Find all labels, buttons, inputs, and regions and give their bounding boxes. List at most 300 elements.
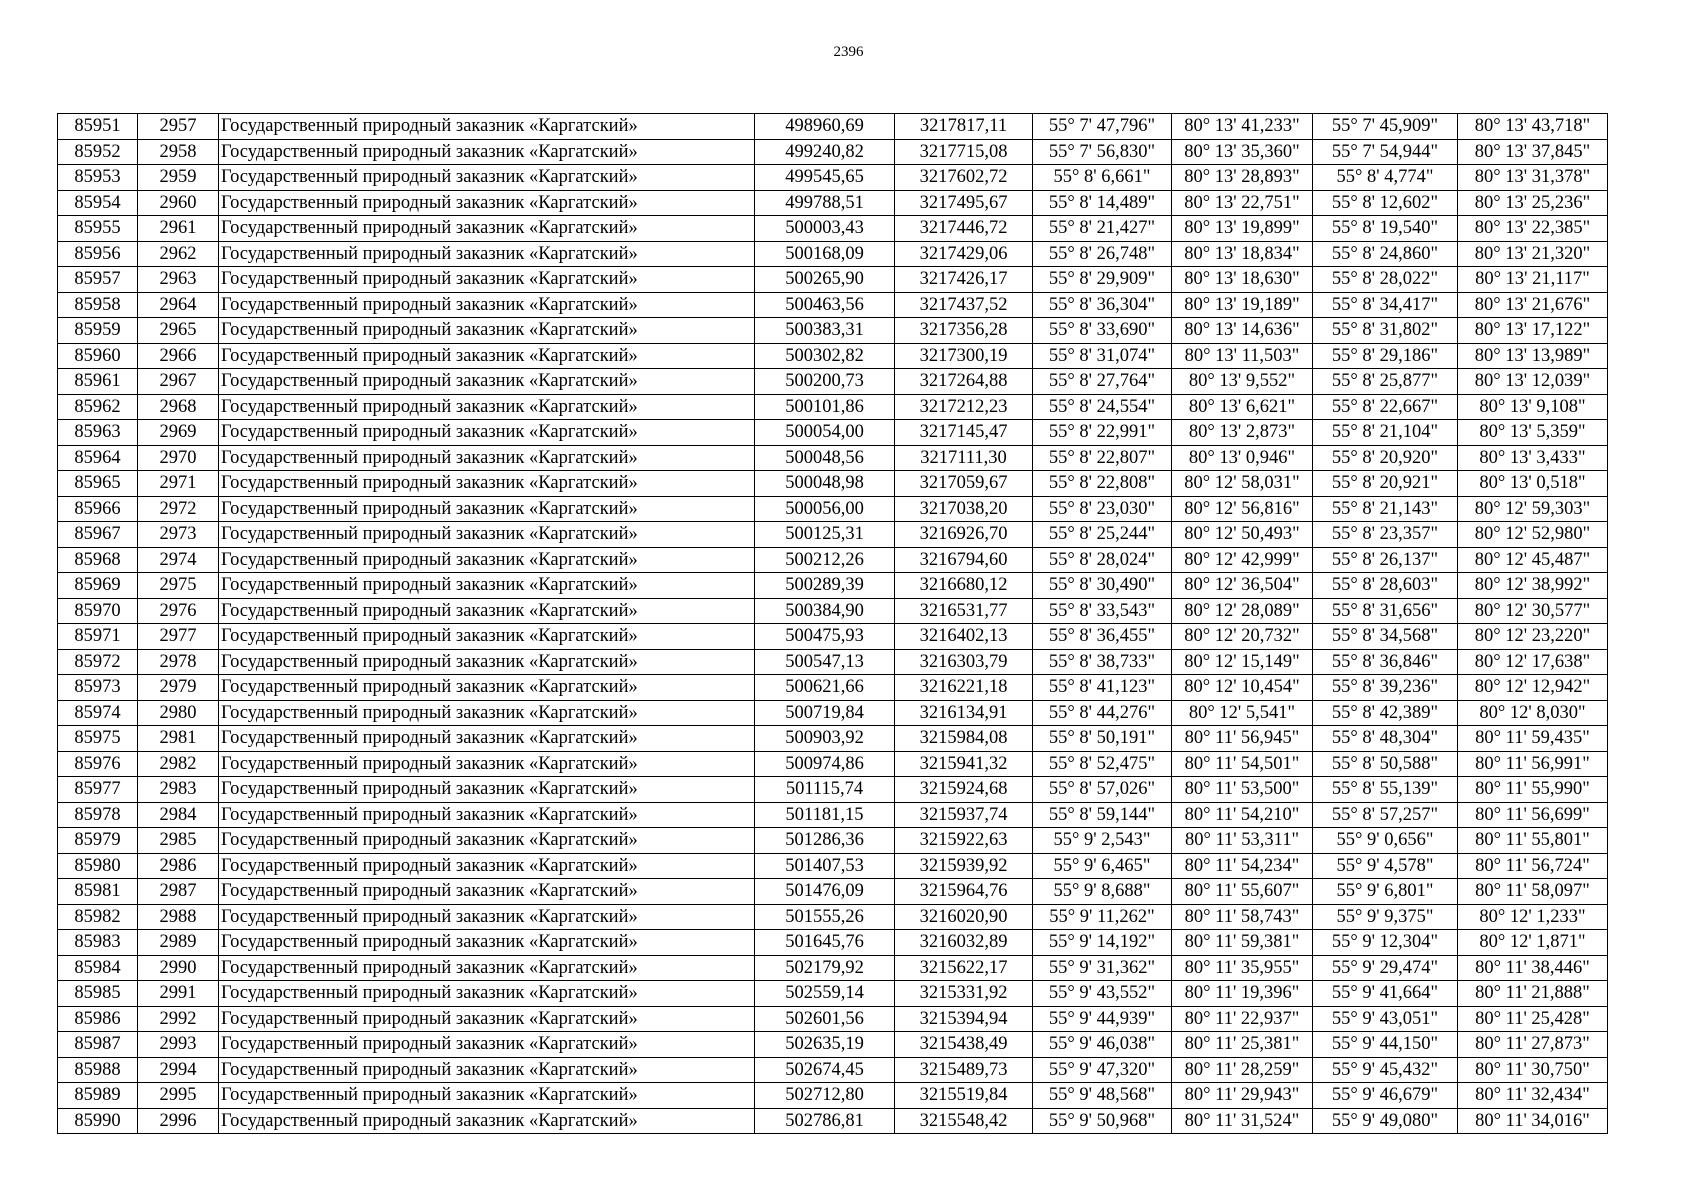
longitude-2-cell: 80° 12' 30,577" (1458, 598, 1608, 624)
territory-name-cell: Государственный природный заказник «Каргатский» (219, 1032, 755, 1058)
latitude-2-cell: 55° 8' 19,540" (1313, 216, 1458, 242)
table-row (58, 522, 1608, 548)
latitude-1-cell: 55° 8' 31,074" (1033, 343, 1172, 369)
point-number-cell: 2980 (138, 700, 219, 726)
table-row (58, 1108, 1608, 1134)
row-id-cell: 85960 (58, 343, 138, 369)
row-id-cell: 85952 (58, 139, 138, 165)
longitude-2-cell: 80° 12' 1,233" (1458, 904, 1608, 930)
point-number-cell: 2973 (138, 522, 219, 548)
longitude-1-cell: 80° 11' 53,311" (1172, 828, 1313, 854)
coord-y-cell: 3217437,52 (895, 292, 1033, 318)
longitude-1-cell: 80° 11' 58,743" (1172, 904, 1313, 930)
longitude-1-cell: 80° 12' 10,454" (1172, 675, 1313, 701)
longitude-1-cell: 80° 12' 20,732" (1172, 624, 1313, 650)
longitude-2-cell: 80° 13' 3,433" (1458, 445, 1608, 471)
coord-y-cell: 3216680,12 (895, 573, 1033, 599)
latitude-1-cell: 55° 8' 57,026" (1033, 777, 1172, 803)
longitude-1-cell: 80° 11' 25,381" (1172, 1032, 1313, 1058)
longitude-2-cell: 80° 11' 34,016" (1458, 1108, 1608, 1134)
coord-y-cell: 3216926,70 (895, 522, 1033, 548)
point-number-cell: 2976 (138, 598, 219, 624)
longitude-1-cell: 80° 11' 59,381" (1172, 930, 1313, 956)
coord-x-cell: 500289,39 (755, 573, 895, 599)
longitude-1-cell: 80° 11' 56,945" (1172, 726, 1313, 752)
territory-name-cell: Государственный природный заказник «Каргатский» (219, 828, 755, 854)
coord-y-cell: 3216134,91 (895, 700, 1033, 726)
row-id-cell: 85981 (58, 879, 138, 905)
table-row (58, 828, 1608, 854)
coord-y-cell: 3215922,63 (895, 828, 1033, 854)
territory-name-cell: Государственный природный заказник «Каргатский» (219, 955, 755, 981)
point-number-cell: 2974 (138, 547, 219, 573)
coord-x-cell: 500200,73 (755, 369, 895, 395)
coord-y-cell: 3216221,18 (895, 675, 1033, 701)
row-id-cell: 85986 (58, 1006, 138, 1032)
longitude-2-cell: 80° 13' 5,359" (1458, 420, 1608, 446)
coord-x-cell: 502786,81 (755, 1108, 895, 1134)
longitude-2-cell: 80° 12' 52,980" (1458, 522, 1608, 548)
row-id-cell: 85985 (58, 981, 138, 1007)
longitude-1-cell: 80° 11' 55,607" (1172, 879, 1313, 905)
point-number-cell: 2991 (138, 981, 219, 1007)
row-id-cell: 85987 (58, 1032, 138, 1058)
point-number-cell: 2996 (138, 1108, 219, 1134)
longitude-1-cell: 80° 13' 6,621" (1172, 394, 1313, 420)
coord-x-cell: 500265,90 (755, 267, 895, 293)
territory-name-cell: Государственный природный заказник «Каргатский» (219, 649, 755, 675)
territory-name-cell: Государственный природный заказник «Каргатский» (219, 241, 755, 267)
longitude-1-cell: 80° 11' 29,943" (1172, 1083, 1313, 1109)
territory-name-cell: Государственный природный заказник «Каргатский» (219, 573, 755, 599)
territory-name-cell: Государственный природный заказник «Каргатский» (219, 114, 755, 140)
territory-name-cell: Государственный природный заказник «Каргатский» (219, 267, 755, 293)
territory-name-cell: Государственный природный заказник «Каргатский» (219, 420, 755, 446)
latitude-2-cell: 55° 8' 24,860" (1313, 241, 1458, 267)
latitude-1-cell: 55° 9' 14,192" (1033, 930, 1172, 956)
point-number-cell: 2986 (138, 853, 219, 879)
longitude-1-cell: 80° 13' 18,630" (1172, 267, 1313, 293)
latitude-2-cell: 55° 9' 41,664" (1313, 981, 1458, 1007)
territory-name-cell: Государственный природный заказник «Каргатский» (219, 139, 755, 165)
row-id-cell: 85978 (58, 802, 138, 828)
longitude-1-cell: 80° 13' 19,899" (1172, 216, 1313, 242)
coord-x-cell: 500212,26 (755, 547, 895, 573)
point-number-cell: 2971 (138, 471, 219, 497)
row-id-cell: 85971 (58, 624, 138, 650)
point-number-cell: 2962 (138, 241, 219, 267)
point-number-cell: 2978 (138, 649, 219, 675)
latitude-2-cell: 55° 8' 29,186" (1313, 343, 1458, 369)
coord-y-cell: 3217715,08 (895, 139, 1033, 165)
territory-name-cell: Государственный природный заказник «Каргатский» (219, 445, 755, 471)
longitude-2-cell: 80° 11' 56,991" (1458, 751, 1608, 777)
longitude-2-cell: 80° 13' 21,117" (1458, 267, 1608, 293)
latitude-2-cell: 55° 9' 44,150" (1313, 1032, 1458, 1058)
coord-x-cell: 500719,84 (755, 700, 895, 726)
longitude-2-cell: 80° 11' 27,873" (1458, 1032, 1608, 1058)
latitude-1-cell: 55° 8' 21,427" (1033, 216, 1172, 242)
table-row (58, 1083, 1608, 1109)
longitude-2-cell: 80° 11' 56,699" (1458, 802, 1608, 828)
longitude-2-cell: 80° 13' 12,039" (1458, 369, 1608, 395)
point-number-cell: 2960 (138, 190, 219, 216)
longitude-2-cell: 80° 11' 58,097" (1458, 879, 1608, 905)
latitude-1-cell: 55° 7' 56,830" (1033, 139, 1172, 165)
table-row (58, 726, 1608, 752)
point-number-cell: 2967 (138, 369, 219, 395)
point-number-cell: 2995 (138, 1083, 219, 1109)
longitude-2-cell: 80° 12' 59,303" (1458, 496, 1608, 522)
point-number-cell: 2959 (138, 165, 219, 191)
table-row (58, 318, 1608, 344)
row-id-cell: 85954 (58, 190, 138, 216)
row-id-cell: 85984 (58, 955, 138, 981)
territory-name-cell: Государственный природный заказник «Каргатский» (219, 598, 755, 624)
table-row (58, 369, 1608, 395)
latitude-2-cell: 55° 8' 57,257" (1313, 802, 1458, 828)
latitude-2-cell: 55° 8' 55,139" (1313, 777, 1458, 803)
table-row (58, 675, 1608, 701)
latitude-2-cell: 55° 9' 0,656" (1313, 828, 1458, 854)
latitude-1-cell: 55° 8' 22,808" (1033, 471, 1172, 497)
row-id-cell: 85953 (58, 165, 138, 191)
latitude-2-cell: 55° 8' 20,920" (1313, 445, 1458, 471)
latitude-2-cell: 55° 8' 26,137" (1313, 547, 1458, 573)
table-row (58, 1057, 1608, 1083)
latitude-1-cell: 55° 8' 22,991" (1033, 420, 1172, 446)
latitude-2-cell: 55° 9' 49,080" (1313, 1108, 1458, 1134)
longitude-1-cell: 80° 13' 22,751" (1172, 190, 1313, 216)
coord-x-cell: 502179,92 (755, 955, 895, 981)
latitude-1-cell: 55° 8' 50,191" (1033, 726, 1172, 752)
point-number-cell: 2966 (138, 343, 219, 369)
latitude-2-cell: 55° 8' 48,304" (1313, 726, 1458, 752)
territory-name-cell: Государственный природный заказник «Каргатский» (219, 522, 755, 548)
table-row (58, 139, 1608, 165)
coord-x-cell: 500048,56 (755, 445, 895, 471)
latitude-1-cell: 55° 8' 36,455" (1033, 624, 1172, 650)
longitude-2-cell: 80° 11' 55,801" (1458, 828, 1608, 854)
coord-y-cell: 3215394,94 (895, 1006, 1033, 1032)
point-number-cell: 2993 (138, 1032, 219, 1058)
latitude-1-cell: 55° 8' 38,733" (1033, 649, 1172, 675)
row-id-cell: 85959 (58, 318, 138, 344)
point-number-cell: 2969 (138, 420, 219, 446)
coord-x-cell: 501476,09 (755, 879, 895, 905)
coord-x-cell: 502674,45 (755, 1057, 895, 1083)
table-row (58, 165, 1608, 191)
coord-x-cell: 500101,86 (755, 394, 895, 420)
latitude-2-cell: 55° 8' 28,022" (1313, 267, 1458, 293)
latitude-1-cell: 55° 9' 44,939" (1033, 1006, 1172, 1032)
point-number-cell: 2985 (138, 828, 219, 854)
latitude-1-cell: 55° 9' 11,262" (1033, 904, 1172, 930)
longitude-2-cell: 80° 13' 37,845" (1458, 139, 1608, 165)
territory-name-cell: Государственный природный заказник «Каргатский» (219, 1083, 755, 1109)
row-id-cell: 85983 (58, 930, 138, 956)
longitude-2-cell: 80° 13' 22,385" (1458, 216, 1608, 242)
point-number-cell: 2979 (138, 675, 219, 701)
latitude-1-cell: 55° 8' 44,276" (1033, 700, 1172, 726)
point-number-cell: 2981 (138, 726, 219, 752)
territory-name-cell: Государственный природный заказник «Каргатский» (219, 726, 755, 752)
coord-y-cell: 3217212,23 (895, 394, 1033, 420)
territory-name-cell: Государственный природный заказник «Каргатский» (219, 802, 755, 828)
longitude-1-cell: 80° 11' 54,210" (1172, 802, 1313, 828)
territory-name-cell: Государственный природный заказник «Каргатский» (219, 930, 755, 956)
coord-x-cell: 501555,26 (755, 904, 895, 930)
coord-x-cell: 500048,98 (755, 471, 895, 497)
coord-x-cell: 499788,51 (755, 190, 895, 216)
latitude-2-cell: 55° 8' 21,104" (1313, 420, 1458, 446)
territory-name-cell: Государственный природный заказник «Каргатский» (219, 853, 755, 879)
longitude-1-cell: 80° 11' 19,396" (1172, 981, 1313, 1007)
territory-name-cell: Государственный природный заказник «Каргатский» (219, 165, 755, 191)
longitude-2-cell: 80° 12' 1,871" (1458, 930, 1608, 956)
point-number-cell: 2992 (138, 1006, 219, 1032)
territory-name-cell: Государственный природный заказник «Каргатский» (219, 777, 755, 803)
coord-y-cell: 3215964,76 (895, 879, 1033, 905)
longitude-2-cell: 80° 11' 59,435" (1458, 726, 1608, 752)
longitude-2-cell: 80° 11' 25,428" (1458, 1006, 1608, 1032)
territory-name-cell: Государственный природный заказник «Каргатский» (219, 700, 755, 726)
territory-name-cell: Государственный природный заказник «Каргатский» (219, 190, 755, 216)
latitude-2-cell: 55° 8' 42,389" (1313, 700, 1458, 726)
point-number-cell: 2957 (138, 114, 219, 140)
latitude-1-cell: 55° 8' 26,748" (1033, 241, 1172, 267)
table-row (58, 1006, 1608, 1032)
territory-name-cell: Государственный природный заказник «Каргатский» (219, 904, 755, 930)
table-row (58, 853, 1608, 879)
latitude-1-cell: 55° 8' 41,123" (1033, 675, 1172, 701)
longitude-1-cell: 80° 12' 50,493" (1172, 522, 1313, 548)
coord-y-cell: 3217495,67 (895, 190, 1033, 216)
longitude-1-cell: 80° 13' 19,189" (1172, 292, 1313, 318)
longitude-2-cell: 80° 11' 38,446" (1458, 955, 1608, 981)
longitude-2-cell: 80° 13' 17,122" (1458, 318, 1608, 344)
latitude-1-cell: 55° 9' 50,968" (1033, 1108, 1172, 1134)
longitude-2-cell: 80° 13' 25,236" (1458, 190, 1608, 216)
latitude-1-cell: 55° 8' 25,244" (1033, 522, 1172, 548)
coord-x-cell: 501286,36 (755, 828, 895, 854)
territory-name-cell: Государственный природный заказник «Каргатский» (219, 394, 755, 420)
table-row (58, 114, 1608, 140)
table-row (58, 267, 1608, 293)
coord-x-cell: 500475,93 (755, 624, 895, 650)
coord-x-cell: 501115,74 (755, 777, 895, 803)
latitude-2-cell: 55° 8' 23,357" (1313, 522, 1458, 548)
coord-x-cell: 500383,31 (755, 318, 895, 344)
table-row (58, 598, 1608, 624)
row-id-cell: 85990 (58, 1108, 138, 1134)
point-number-cell: 2987 (138, 879, 219, 905)
coord-y-cell: 3217446,72 (895, 216, 1033, 242)
coord-y-cell: 3215331,92 (895, 981, 1033, 1007)
coord-y-cell: 3215939,92 (895, 853, 1033, 879)
latitude-2-cell: 55° 9' 9,375" (1313, 904, 1458, 930)
coord-x-cell: 500056,00 (755, 496, 895, 522)
latitude-2-cell: 55° 9' 46,679" (1313, 1083, 1458, 1109)
row-id-cell: 85988 (58, 1057, 138, 1083)
longitude-1-cell: 80° 11' 28,259" (1172, 1057, 1313, 1083)
latitude-1-cell: 55° 8' 59,144" (1033, 802, 1172, 828)
coord-y-cell: 3215548,42 (895, 1108, 1033, 1134)
table-row (58, 241, 1608, 267)
coord-y-cell: 3216794,60 (895, 547, 1033, 573)
row-id-cell: 85970 (58, 598, 138, 624)
longitude-1-cell: 80° 12' 15,149" (1172, 649, 1313, 675)
coord-y-cell: 3215519,84 (895, 1083, 1033, 1109)
latitude-1-cell: 55° 8' 23,030" (1033, 496, 1172, 522)
latitude-2-cell: 55° 8' 50,588" (1313, 751, 1458, 777)
longitude-2-cell: 80° 12' 23,220" (1458, 624, 1608, 650)
coord-y-cell: 3216032,89 (895, 930, 1033, 956)
latitude-1-cell: 55° 9' 46,038" (1033, 1032, 1172, 1058)
row-id-cell: 85964 (58, 445, 138, 471)
latitude-2-cell: 55° 8' 25,877" (1313, 369, 1458, 395)
longitude-1-cell: 80° 13' 0,946" (1172, 445, 1313, 471)
latitude-1-cell: 55° 8' 36,304" (1033, 292, 1172, 318)
territory-name-cell: Государственный природный заказник «Каргатский» (219, 343, 755, 369)
coord-x-cell: 500547,13 (755, 649, 895, 675)
table-row (58, 1032, 1608, 1058)
point-number-cell: 2975 (138, 573, 219, 599)
point-number-cell: 2963 (138, 267, 219, 293)
territory-name-cell: Государственный природный заказник «Каргатский» (219, 1108, 755, 1134)
latitude-1-cell: 55° 9' 6,465" (1033, 853, 1172, 879)
table-row (58, 420, 1608, 446)
coord-x-cell: 500168,09 (755, 241, 895, 267)
longitude-2-cell: 80° 11' 21,888" (1458, 981, 1608, 1007)
row-id-cell: 85975 (58, 726, 138, 752)
row-id-cell: 85965 (58, 471, 138, 497)
row-id-cell: 85967 (58, 522, 138, 548)
coord-x-cell: 500384,90 (755, 598, 895, 624)
territory-name-cell: Государственный природный заказник «Каргатский» (219, 292, 755, 318)
point-number-cell: 2984 (138, 802, 219, 828)
latitude-2-cell: 55° 7' 45,909" (1313, 114, 1458, 140)
latitude-2-cell: 55° 7' 54,944" (1313, 139, 1458, 165)
coord-y-cell: 3215622,17 (895, 955, 1033, 981)
table-row (58, 343, 1608, 369)
point-number-cell: 2965 (138, 318, 219, 344)
table-row (58, 624, 1608, 650)
coord-x-cell: 500302,82 (755, 343, 895, 369)
longitude-1-cell: 80° 13' 18,834" (1172, 241, 1313, 267)
latitude-1-cell: 55° 9' 8,688" (1033, 879, 1172, 905)
row-id-cell: 85955 (58, 216, 138, 242)
latitude-2-cell: 55° 8' 36,846" (1313, 649, 1458, 675)
latitude-2-cell: 55° 9' 29,474" (1313, 955, 1458, 981)
row-id-cell: 85989 (58, 1083, 138, 1109)
longitude-1-cell: 80° 13' 2,873" (1172, 420, 1313, 446)
table-row (58, 292, 1608, 318)
longitude-1-cell: 80° 13' 35,360" (1172, 139, 1313, 165)
row-id-cell: 85982 (58, 904, 138, 930)
longitude-2-cell: 80° 12' 12,942" (1458, 675, 1608, 701)
longitude-1-cell: 80° 12' 42,999" (1172, 547, 1313, 573)
coord-x-cell: 502635,19 (755, 1032, 895, 1058)
latitude-1-cell: 55° 8' 14,489" (1033, 190, 1172, 216)
longitude-2-cell: 80° 13' 43,718" (1458, 114, 1608, 140)
table-row (58, 649, 1608, 675)
row-id-cell: 85969 (58, 573, 138, 599)
point-number-cell: 2982 (138, 751, 219, 777)
point-number-cell: 2988 (138, 904, 219, 930)
coord-x-cell: 502712,80 (755, 1083, 895, 1109)
longitude-1-cell: 80° 11' 35,955" (1172, 955, 1313, 981)
territory-name-cell: Государственный природный заказник «Каргатский» (219, 216, 755, 242)
coord-y-cell: 3215924,68 (895, 777, 1033, 803)
table-row (58, 394, 1608, 420)
coord-x-cell: 501407,53 (755, 853, 895, 879)
coord-x-cell: 500003,43 (755, 216, 895, 242)
coord-x-cell: 501645,76 (755, 930, 895, 956)
coord-x-cell: 500903,92 (755, 726, 895, 752)
point-number-cell: 2983 (138, 777, 219, 803)
territory-name-cell: Государственный природный заказник «Каргатский» (219, 981, 755, 1007)
table-row (58, 904, 1608, 930)
coord-y-cell: 3215489,73 (895, 1057, 1033, 1083)
longitude-1-cell: 80° 11' 54,501" (1172, 751, 1313, 777)
coord-y-cell: 3217356,28 (895, 318, 1033, 344)
coord-y-cell: 3216020,90 (895, 904, 1033, 930)
point-number-cell: 2964 (138, 292, 219, 318)
row-id-cell: 85961 (58, 369, 138, 395)
latitude-1-cell: 55° 9' 43,552" (1033, 981, 1172, 1007)
latitude-2-cell: 55° 9' 45,432" (1313, 1057, 1458, 1083)
point-number-cell: 2958 (138, 139, 219, 165)
row-id-cell: 85962 (58, 394, 138, 420)
latitude-1-cell: 55° 8' 52,475" (1033, 751, 1172, 777)
latitude-1-cell: 55° 8' 6,661" (1033, 165, 1172, 191)
latitude-2-cell: 55° 8' 31,656" (1313, 598, 1458, 624)
latitude-1-cell: 55° 9' 48,568" (1033, 1083, 1172, 1109)
coord-y-cell: 3217429,06 (895, 241, 1033, 267)
coord-y-cell: 3216402,13 (895, 624, 1033, 650)
coord-x-cell: 500054,00 (755, 420, 895, 446)
longitude-2-cell: 80° 12' 38,992" (1458, 573, 1608, 599)
latitude-2-cell: 55° 9' 6,801" (1313, 879, 1458, 905)
longitude-1-cell: 80° 13' 14,636" (1172, 318, 1313, 344)
row-id-cell: 85974 (58, 700, 138, 726)
longitude-1-cell: 80° 12' 28,089" (1172, 598, 1313, 624)
table-row (58, 930, 1608, 956)
longitude-1-cell: 80° 12' 36,504" (1172, 573, 1313, 599)
longitude-2-cell: 80° 12' 45,487" (1458, 547, 1608, 573)
longitude-1-cell: 80° 13' 41,233" (1172, 114, 1313, 140)
coord-y-cell: 3216303,79 (895, 649, 1033, 675)
territory-name-cell: Государственный природный заказник «Каргатский» (219, 624, 755, 650)
territory-name-cell: Государственный природный заказник «Каргатский» (219, 318, 755, 344)
longitude-2-cell: 80° 13' 9,108" (1458, 394, 1608, 420)
coord-x-cell: 502601,56 (755, 1006, 895, 1032)
latitude-1-cell: 55° 8' 22,807" (1033, 445, 1172, 471)
territory-name-cell: Государственный природный заказник «Каргатский» (219, 879, 755, 905)
longitude-1-cell: 80° 11' 54,234" (1172, 853, 1313, 879)
point-number-cell: 2961 (138, 216, 219, 242)
latitude-2-cell: 55° 9' 12,304" (1313, 930, 1458, 956)
coord-x-cell: 501181,15 (755, 802, 895, 828)
latitude-1-cell: 55° 8' 29,909" (1033, 267, 1172, 293)
longitude-2-cell: 80° 11' 55,990" (1458, 777, 1608, 803)
point-number-cell: 2970 (138, 445, 219, 471)
table-row (58, 802, 1608, 828)
table-row (58, 700, 1608, 726)
row-id-cell: 85968 (58, 547, 138, 573)
row-id-cell: 85951 (58, 114, 138, 140)
